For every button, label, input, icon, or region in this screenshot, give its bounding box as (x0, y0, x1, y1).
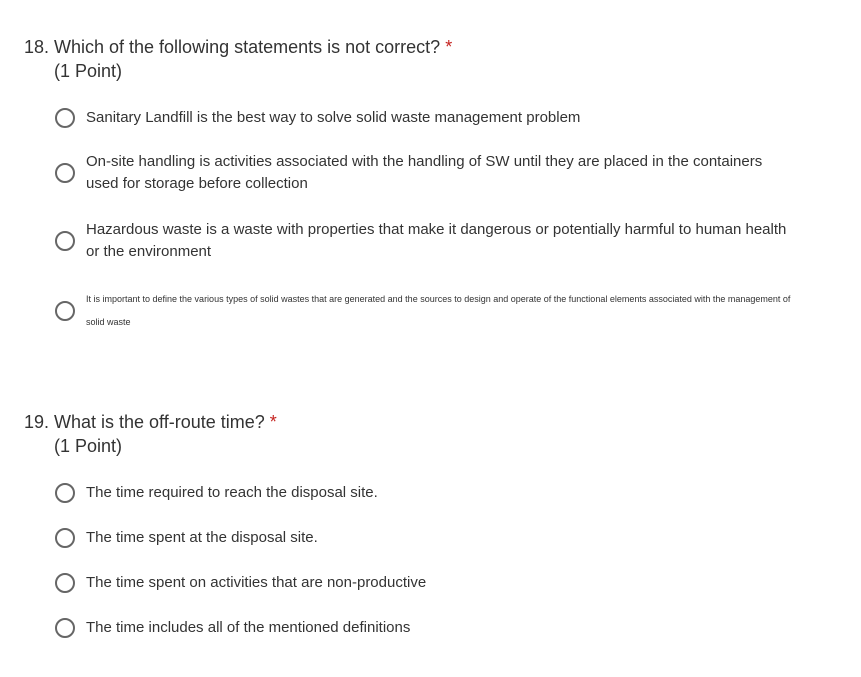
radio-button-unchecked-icon[interactable] (55, 301, 75, 321)
option-label: On-site handling is activities associated with the handling of SW until they are placed in the containers used for storage before collection (86, 153, 763, 192)
option-18-a[interactable] (55, 107, 795, 129)
option-label: The time includes all of the mentioned definitions (86, 619, 411, 636)
radio-button-unchecked-icon[interactable] (55, 108, 75, 128)
option-label: Sanitary Landfill is the best way to solve solid waste management problem (86, 109, 581, 126)
question-text: Which of the following statements is not correct? (54, 37, 441, 57)
option-19-c[interactable] (55, 572, 795, 594)
radio-button-unchecked-icon[interactable] (55, 483, 75, 503)
option-19-d[interactable] (55, 617, 795, 639)
option-19-b[interactable] (55, 527, 795, 549)
option-label: The time spent at the disposal site. (86, 529, 318, 546)
option-label: Hazardous waste is a waste with properties that make it dangerous or potentially harmful to human health or the environment (86, 221, 787, 260)
option-label: The time required to reach the disposal site. (86, 484, 378, 501)
option-label: The time spent on activities that are non-productive (86, 574, 427, 591)
question-title (24, 410, 824, 434)
radio-button-unchecked-icon[interactable] (55, 618, 75, 638)
option-18-c[interactable] (55, 219, 795, 263)
question-points: (1 Point) (54, 436, 123, 456)
question-number: 18. (24, 37, 50, 57)
option-18-b[interactable] (55, 151, 795, 195)
question-text: What is the off-route time? (54, 412, 265, 432)
required-asterisk: * (269, 412, 277, 432)
required-asterisk: * (445, 37, 453, 57)
option-18-d[interactable] (55, 288, 795, 334)
question-18 (24, 35, 824, 83)
option-label: It is important to define the various types of solid wastes that are generated and the sources to design and operate of the functional elements associated with the management of solid waste (86, 294, 791, 327)
question-points: (1 Point) (54, 61, 123, 81)
radio-button-unchecked-icon[interactable] (55, 528, 75, 548)
question-19 (24, 410, 824, 458)
question-number: 19. (24, 412, 50, 432)
radio-button-unchecked-icon[interactable] (55, 163, 75, 183)
radio-button-unchecked-icon[interactable] (55, 231, 75, 251)
question-title (24, 35, 824, 59)
option-19-a[interactable] (55, 482, 795, 504)
radio-button-unchecked-icon[interactable] (55, 573, 75, 593)
